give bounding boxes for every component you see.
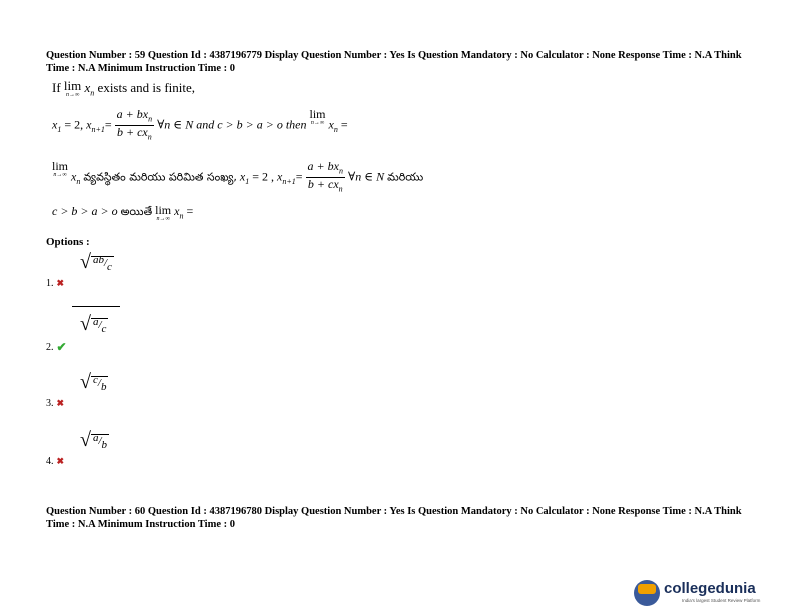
recurrence-fraction: $\frac{a + bx_n}{b + cx_n}$ — [116, 107, 153, 142]
wrong-icon: ✖ — [56, 456, 65, 467]
option-1-answer: √ ab/c — [80, 251, 112, 273]
limit-expression: lim n→∞ — [63, 78, 82, 98]
question-60-header: Question Number : 60 Question Id : 4387196780 Display Question Number : Yes Is Question Mandatory : No Calculator : None Response Time : N.A Think Time : N.A Minimum Instruction Time : 0 — [46, 506, 742, 530]
text-exists-finite: exists and is finite, — [97, 80, 196, 95]
question-line-1: If lim n→∞ $x_n$ exists and is finite, — [52, 78, 196, 98]
question-line-telugu-2: c > b > a > o అయితే lim n→∞ $x_n$ = — [52, 203, 194, 222]
option-1[interactable]: 1. ✖ — [46, 278, 65, 290]
options-label: Options : — [46, 236, 90, 248]
correct-check-icon: ✔ — [56, 340, 67, 354]
question-59-header: Question Number : 59 Question Id : 4387196779 Display Question Number : Yes Is Question Mandatory : No Calculator : None Response Time : N.A Think Time : N.A Minimum Instruction Time : 0 — [46, 50, 742, 74]
outer-radical-bar — [72, 306, 120, 307]
graduate-cap-icon — [634, 580, 660, 606]
option-4-answer: √ a/b — [80, 429, 108, 451]
option-2[interactable]: 2. ✔ — [46, 340, 67, 354]
question-line-telugu-1: lim n→∞ $x_n$ వ్యవస్థితం మరియు పరిమిత సంఖ్య, $x_1 = 2$ , $x_{n+1}=$ $\frac{a + bx_n}{b + cx_n}$ ∀n ∈ N మరియు — [52, 159, 424, 194]
text-if: If — [52, 80, 61, 95]
wrong-icon: ✖ — [56, 278, 65, 289]
collegedunia-logo: collegedunia India's largest Student Review Platform — [634, 578, 792, 608]
option-3[interactable]: 3. ✖ — [46, 398, 65, 410]
question-line-2: $x_1 = 2$, $x_{n+1}=$ $\frac{a + bx_n}{b + cx_n}$ ∀n ∈ N and c > b > a > o then lim n→∞ $x_n$ = — [52, 107, 348, 142]
wrong-icon: ✖ — [56, 398, 65, 409]
option-4[interactable]: 4. ✖ — [46, 456, 65, 468]
option-2-answer: √ a/c — [80, 313, 107, 335]
option-3-answer: √ c/b — [80, 371, 107, 393]
